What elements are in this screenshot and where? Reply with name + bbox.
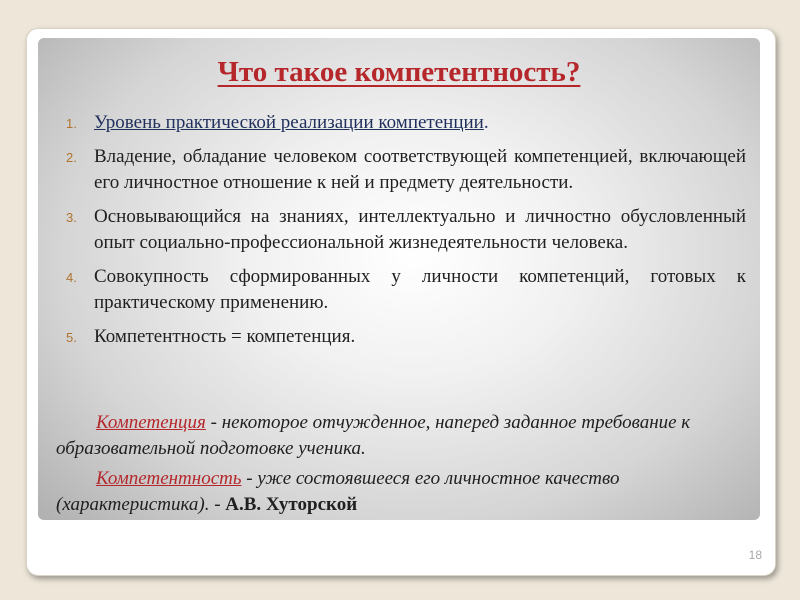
list-item-text: Компетентность = компетенция.	[94, 326, 356, 347]
list-item	[48, 144, 746, 196]
list-item-suffix: .	[483, 112, 489, 133]
definition-list	[48, 110, 746, 358]
list-item	[48, 264, 746, 316]
list-item-text: Основывающийся на знаниях, интеллектуально и личностно обусловленный опыт социально-профессиональной жизнедеятельности человека.	[94, 206, 746, 253]
list-item	[48, 110, 746, 136]
definition-competence	[56, 410, 746, 462]
list-number: 1.	[66, 116, 77, 131]
list-item	[48, 324, 746, 350]
definition-competency-text: - уже состоявшееся его личностное качество (характеристика). -	[56, 468, 620, 515]
list-item-text: Владение, обладание человеком соответствующей компетенцией, включающей его личностное отношение к ней и предмету деятельности.	[94, 146, 746, 193]
term-competency: Компетентность	[96, 468, 242, 489]
term-competence: Компетенция	[96, 412, 206, 433]
list-number: 2.	[66, 150, 77, 165]
list-number: 5.	[66, 330, 77, 345]
list-item	[48, 204, 746, 256]
definition-competency	[56, 466, 746, 518]
author-name: А.В. Хуторской	[225, 494, 358, 515]
definition-competence-text: - некоторое отчужденное, наперед заданное требование к образовательной подготовке ученика.	[56, 412, 691, 459]
page-number: 18	[748, 548, 762, 562]
slide-title: Что такое компетентность?	[217, 56, 581, 88]
slide-content-panel	[38, 38, 760, 520]
list-item-text: Совокупность сформированных у личности компетенций, готовых к практическому применению.	[94, 266, 746, 313]
list-item-text: Уровень практической реализации компетенции	[94, 112, 484, 133]
list-number: 4.	[66, 270, 77, 285]
list-number: 3.	[66, 210, 77, 225]
